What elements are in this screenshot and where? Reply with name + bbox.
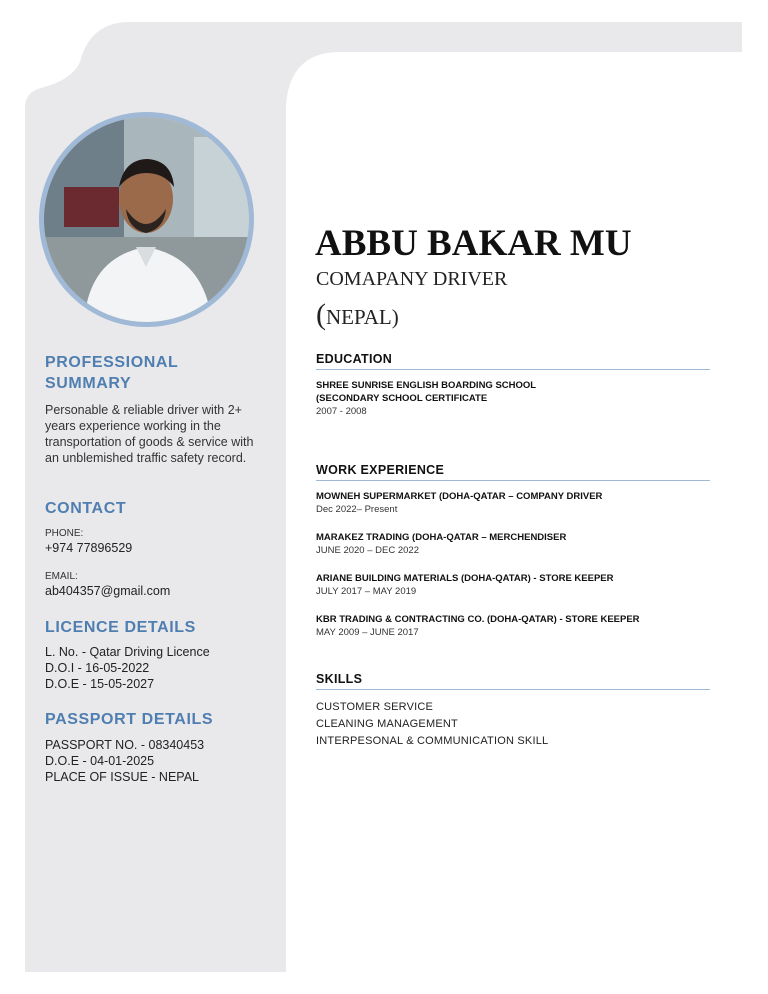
licence-line: D.O.I - 16-05-2022 xyxy=(45,661,150,675)
work-entry xyxy=(316,490,710,516)
work-section xyxy=(316,463,710,639)
licence-section xyxy=(45,617,270,692)
phone-label: PHONE: xyxy=(45,528,84,539)
phone-value: +974 77896529 xyxy=(45,541,133,555)
person-photo-icon xyxy=(44,117,249,322)
skills-section xyxy=(316,672,710,750)
passport-section xyxy=(45,709,270,785)
education-section xyxy=(316,352,710,418)
summary-section xyxy=(45,352,270,466)
licence-line: L. No. - Qatar Driving Licence xyxy=(45,645,210,659)
skill-item: INTERPESONAL & COMMUNICATION SKILL xyxy=(316,735,549,747)
work-dates: JUNE 2020 – DEC 2022 xyxy=(316,545,419,556)
work-entry xyxy=(316,572,710,598)
skills-heading: SKILLS xyxy=(316,672,710,690)
work-entry xyxy=(316,531,710,557)
candidate-country xyxy=(316,300,399,332)
work-title: ARIANE BUILDING MATERIALS (DOHA-QATAR) - STORE KEEPER xyxy=(316,573,614,584)
education-heading: EDUCATION xyxy=(316,352,710,370)
email-label: EMAIL: xyxy=(45,571,78,582)
work-dates: MAY 2009 – JUNE 2017 xyxy=(316,627,419,638)
passport-line: PASSPORT NO. - 08340453 xyxy=(45,738,205,752)
work-title: KBR TRADING & CONTRACTING CO. (DOHA-QATAR) - STORE KEEPER xyxy=(316,614,640,625)
summary-text: Personable & reliable driver with 2+ years experience working in the transportation of goods & service with an unblemished traffic safety record. xyxy=(45,403,254,465)
skill-item: CUSTOMER SERVICE xyxy=(316,701,434,713)
passport-line: PLACE OF ISSUE - NEPAL xyxy=(45,770,199,784)
education-years: 2007 - 2008 xyxy=(316,406,367,417)
candidate-name: ABBU BAKAR MU xyxy=(315,223,632,264)
work-heading: WORK EXPERIENCE xyxy=(316,463,710,481)
passport-line: D.O.E - 04-01-2025 xyxy=(45,754,155,768)
summary-heading-line2: SUMMARY xyxy=(45,375,132,392)
work-title: MARAKEZ TRADING (DOHA-QATAR – MERCHENDISER xyxy=(316,532,567,543)
country-paren: ( xyxy=(316,298,326,331)
work-entry xyxy=(316,613,710,639)
summary-heading xyxy=(45,352,270,394)
work-dates: Dec 2022– Present xyxy=(316,504,398,515)
education-school: SHREE SUNRISE ENGLISH BOARDING SCHOOL xyxy=(316,380,537,391)
contact-section xyxy=(45,498,270,599)
candidate-role: COMAPANY DRIVER xyxy=(316,268,508,290)
licence-heading: LICENCE DETAILS xyxy=(45,619,196,636)
contact-heading: CONTACT xyxy=(45,500,127,517)
work-title: MOWNEH SUPERMARKET (DOHA-QATAR – COMPANY DRIVER xyxy=(316,491,603,502)
summary-heading-line1: PROFESSIONAL xyxy=(45,354,179,371)
country-text: NEPAL) xyxy=(326,305,399,329)
education-certificate: (SECONDARY SCHOOL CERTIFICATE xyxy=(316,393,488,404)
profile-photo xyxy=(39,112,254,327)
passport-heading: PASSPORT DETAILS xyxy=(45,711,214,728)
work-dates: JULY 2017 – MAY 2019 xyxy=(316,586,417,597)
licence-line: D.O.E - 15-05-2027 xyxy=(45,677,155,691)
skill-item: CLEANING MANAGEMENT xyxy=(316,718,458,730)
email-value: ab404357@gmail.com xyxy=(45,584,171,598)
